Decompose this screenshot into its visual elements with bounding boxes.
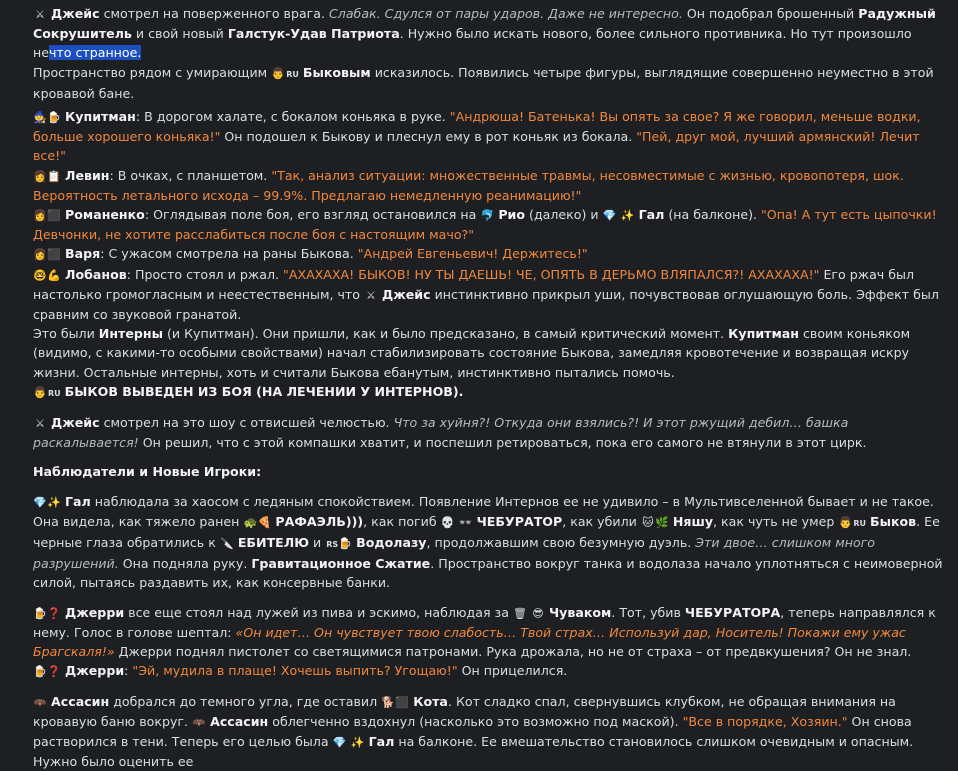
face-icon: 🤓 [33,266,47,285]
paragraph-kupitman: 🧙🍺 Купитман: В дорогом халате, с бокалом коньяка в руке. "Андрюша! Батенька! Вы опять за свое? Я же говорил, меньше водки, больше хорошего коньяка!" Он подошел к Быкову и плеснул ему в рот коньяк из бокала. "Пей, друг мой, лучший армянский! Лечит все!" [33,107,946,166]
paragraph-lobanov: 🤓💪 Лобанов: Просто стоял и ржал. "АХАХАХА! БЫКОВ! НУ ТЫ ДАЕШЬ! ЧЕ, ОПЯТЬ В ДЕРЬМО ВЛЯПАЛСЯ?! АХАХАХА!" Его ржач был настолько громогласным и неестественным, что ⚔ Джейс инстинктивно прикрыл уши, почувствовав оглушающую боль. Эффект был сравним со звуковой гранатой. [33,265,946,325]
ru-flag-icon: RU [853,519,866,528]
mage-icon: 🧙 [33,108,47,127]
paragraph-gal: 💎✨ Гал наблюдала за хаосом с ледяным спокойствием. Появление Интернов ее не удивило – в Мультивселенной бывает и не такое. Она видела, как тяжело ранен 🐢🍕 РАФАЭЛЬ))), как погиб 💀 👓 ЧЕБУРАТОР, как убили 🐱🌿 Няшу, как чуть не умер 👨RU Быков. Ее черные глаза обратились к 🔪 ЕБИТЕЛЮ и RS🍺 Водолазу, продолжавшим свою безумную дуэль. Эти двое… слишком много разрушений. Она подняла руку. Гравитационное Сжатие. Пространство вокруг танка и водолаза начало уплотняться с неимоверной силой, пытаясь раздавить их, как консервные банки. [33,492,946,593]
person-icon: 👩 [33,206,47,225]
trash-icon: 🗑 [513,604,527,623]
skull-icon: 💀 [441,513,455,532]
pizza-icon: 🍕 [257,513,271,532]
muscle-icon: 💪 [47,266,61,285]
sparkle-icon: ✨ [351,733,365,752]
paragraph-jerry: 🍺❓ Джерри все еще стоял над лужей из пива и эскимо, наблюдая за 🗑 😎 Чуваком. Тот, убив ЧЕБУРАТОРА, теперь направлялся к нему. Голос в голове шептал: «Он идет… Он чувствует твою слабость… Твой страх… Используй дар, Носитель! Покажи ему ужас Брагскаля!» Джерри поднял пистолет со светящимися патронами. Рука дрожала, но не от страха – от предвкушения? Он не знал. [33,603,946,662]
dog-icon: 🐕 [381,693,395,712]
section-heading: Наблюдатели и Новые Игроки: [33,462,946,481]
diamond-icon: 💎 [603,206,617,225]
question-icon: ❓ [47,604,61,623]
paragraph-jace-intro: ⚔ Джейс смотрел на поверженного врага. Слабак. Сдулся от пары ударов. Даже не интересно. Он подобрал брошенный Радужный Сокрушитель и свой новый Галстук-Удав Патриота. Нужно было искать нового, более сильного противника. Но тут произошло нечто странное. [33,4,946,63]
man-icon: 👨 [33,383,47,402]
leaf-icon: 🌿 [655,513,669,532]
person-icon: 👩 [33,245,47,264]
paragraph-bykov-out: 👨RU БЫКОВ ВЫВЕДЕН ИЗ БОЯ (НА ЛЕЧЕНИИ У ИНТЕРНОВ). [33,382,946,403]
paragraph-levin: 👩📋 Левин: В очках, с планшетом. "Так, анализ ситуации: множественные травмы, несовместимые с жизнью, кровопотеря, шок. Вероятность летального исхода – 99.9%. Предлагаю немедленную реанимацию!" [33,166,946,205]
sparkle-icon: ✨ [47,493,61,512]
paragraph-jerry-speech: 🍺❓ Джерри: "Эй, мудила в плаще! Хочешь выпить? Угощаю!" Он прицелился. [33,661,946,681]
bat-icon: 🦇 [192,713,206,732]
person-icon: 👩 [33,167,47,186]
paragraph-romanenko: 👩⬛ Романенко: Оглядывая поле боя, его взгляд остановился на 🐬 Рио (далеко) и 💎 ✨ Гал (на балконе). "Опа! А тут есть цыпочки! Девчонки, не хотите расслабиться после боя с настоящим мачо?" [33,205,946,244]
rs-flag-icon: RS [326,540,338,549]
man-icon: 👨 [838,513,852,532]
beer-icon: 🍺 [33,604,47,623]
crossed-swords-icon: ⚔ [33,414,47,433]
badge-icon: ⬛ [47,206,61,225]
crossed-swords-icon: ⚔ [33,5,47,24]
question-icon: ❓ [47,662,61,681]
paragraph-varya: 👩⬛ Варя: С ужасом смотрела на раны Быкова. "Андрей Евгеньевич! Держитесь!" [33,244,946,264]
bat-icon: 🦇 [33,693,47,712]
paragraph-interns: Это были Интерны (и Купитман). Они пришли, как и было предсказано, в самый критический момент. Купитман своим коньяком (видимо, с какими-то особыми свойствами) начал стабилизировать состояние Быкова, замедляя кровотечение и возвращая искру жизни. Остальные интерны, хоть и считали Быкова ебанутым, инстинктивно пытались помочь. [33,324,946,382]
knife-icon: 🔪 [220,534,234,553]
beer-icon: 🍺 [47,108,61,127]
cool-face-icon: 😎 [531,604,545,623]
black-square-icon: ⬛ [395,693,409,712]
goggles-icon: 👓 [459,513,473,532]
crossed-swords-icon: ⚔ [364,286,378,305]
diamond-icon: 💎 [33,493,47,512]
paragraph-assassin: 🦇 Ассасин добрался до темного угла, где оставил 🐕⬛ Кота. Кот сладко спал, свернувшись клубком, не обращая внимания на кровавую баню вокруг. 🦇 Ассасин облегченно вздохнул (насколько это возможно под маской). "Все в порядке, Хозяин." Он снова растворился в тени. Теперь его целью была 💎 ✨ Гал на балконе. Ее вмешательство становилось слишком очевидным и опасным. Нужно было оценить ее [33,692,946,771]
diamond-icon: 💎 [333,733,347,752]
beer-icon: 🍺 [338,534,352,553]
sparkle-icon: ✨ [621,206,635,225]
selected-text[interactable]: что странное. [49,45,141,60]
man-icon: 👨 [271,64,285,83]
beer-icon: 🍺 [33,662,47,681]
paragraph-space-distorted: Пространство рядом с умирающим 👨RU Быковым исказилось. Появились четыре фигуры, выглядящие совершенно неуместно в этой кровавой бане. [33,63,946,103]
dolphin-icon: 🐬 [480,206,494,225]
paragraph-jace-retreat: ⚔ Джейс смотрел на это шоу с отвисшей челюстью. Что за хуйня?! Откуда они взялись?! И этот ржущий дебил… башка раскалывается! Он решил, что с этой компашки хватит, и поспешил ретироваться, пока его самого не втянули в этот цирк. [33,413,946,452]
badge-icon: ⬛ [47,245,61,264]
ru-flag-icon: RU [48,389,61,398]
turtle-icon: 🐢 [243,513,257,532]
clipboard-icon: 📋 [47,167,61,186]
ru-flag-icon: RU [286,70,299,79]
cat-icon: 🐱 [641,513,655,532]
